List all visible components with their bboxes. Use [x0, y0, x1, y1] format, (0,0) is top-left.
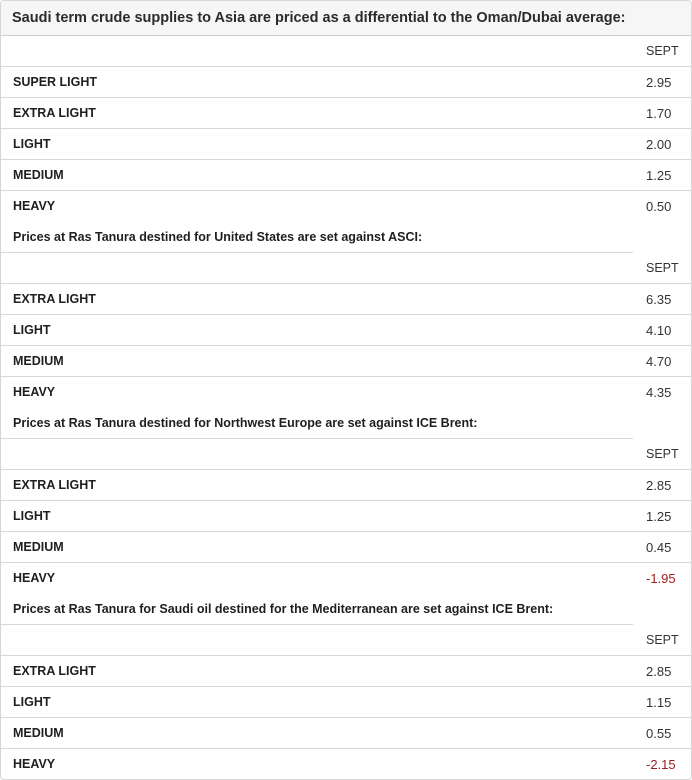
table-row: [1, 129, 691, 160]
section-subtitle: Prices at Ras Tanura destined for Northwest Europe are set against ICE Brent:: [13, 416, 478, 430]
column-header-row: [1, 625, 691, 656]
table-row: [1, 284, 691, 315]
differential-value: 2.95: [646, 75, 672, 90]
crude-grade: MEDIUM: [13, 540, 64, 554]
differential-value: 0.50: [646, 199, 672, 214]
column-header-row: [1, 439, 691, 470]
crude-grade: LIGHT: [13, 137, 51, 151]
table-row: [1, 749, 691, 780]
section-subtitle: Prices at Ras Tanura destined for United States are set against ASCI:: [13, 230, 423, 244]
table-row: [1, 67, 691, 98]
crude-grade: EXTRA LIGHT: [13, 478, 96, 492]
section-subtitle-row: [1, 594, 691, 625]
crude-grade: MEDIUM: [13, 726, 64, 740]
column-header-month: SEPT: [646, 44, 679, 58]
column-header-row: [1, 253, 691, 284]
table-title-row: [1, 1, 691, 36]
table-row: [1, 687, 691, 718]
crude-grade: MEDIUM: [13, 354, 64, 368]
crude-grade: HEAVY: [13, 385, 56, 399]
crude-grade: LIGHT: [13, 323, 51, 337]
differential-value: 0.55: [646, 726, 672, 741]
table-row: [1, 563, 691, 594]
table-row: [1, 160, 691, 191]
table-row: [1, 191, 691, 222]
differential-value: 1.15: [646, 695, 672, 710]
differential-value: 2.85: [646, 664, 672, 679]
crude-grade: EXTRA LIGHT: [13, 106, 96, 120]
table-row: [1, 315, 691, 346]
differential-value: 0.45: [646, 540, 672, 555]
differential-value: 2.85: [646, 478, 672, 493]
section-subtitle: Prices at Ras Tanura for Saudi oil destined for the Mediterranean are set against ICE Brent:: [13, 602, 554, 616]
crude-grade: MEDIUM: [13, 168, 64, 182]
section-subtitle-row: [1, 222, 691, 253]
crude-grade: EXTRA LIGHT: [13, 292, 96, 306]
crude-grade: SUPER LIGHT: [13, 75, 98, 89]
differential-value: 1.25: [646, 168, 672, 183]
column-header-month: SEPT: [646, 633, 679, 647]
crude-grade: HEAVY: [13, 757, 56, 771]
table-row: [1, 501, 691, 532]
table-row: [1, 98, 691, 129]
table-row: [1, 532, 691, 563]
differential-value: -2.15: [646, 757, 676, 772]
differential-value: 1.25: [646, 509, 672, 524]
table-row: [1, 718, 691, 749]
table-row: [1, 377, 691, 408]
table-row: [1, 470, 691, 501]
differential-value: -1.95: [646, 571, 676, 586]
differential-value: 4.70: [646, 354, 672, 369]
differential-value: 6.35: [646, 292, 672, 307]
differential-value: 2.00: [646, 137, 672, 152]
table-row: [1, 656, 691, 687]
column-header-month: SEPT: [646, 261, 679, 275]
crude-grade: HEAVY: [13, 199, 56, 213]
crude-grade: HEAVY: [13, 571, 56, 585]
differential-value: 1.70: [646, 106, 672, 121]
differential-value: 4.35: [646, 385, 672, 400]
differential-value: 4.10: [646, 323, 672, 338]
table-title: Saudi term crude supplies to Asia are priced as a differential to the Oman/Dubai average:: [12, 10, 626, 26]
crude-grade: LIGHT: [13, 695, 51, 709]
crude-grade: EXTRA LIGHT: [13, 664, 96, 678]
column-header-row: [1, 36, 691, 67]
crude-grade: LIGHT: [13, 509, 51, 523]
column-header-month: SEPT: [646, 447, 679, 461]
table-row: [1, 346, 691, 377]
table-body: [1, 36, 691, 780]
section-subtitle-row: [1, 408, 691, 439]
